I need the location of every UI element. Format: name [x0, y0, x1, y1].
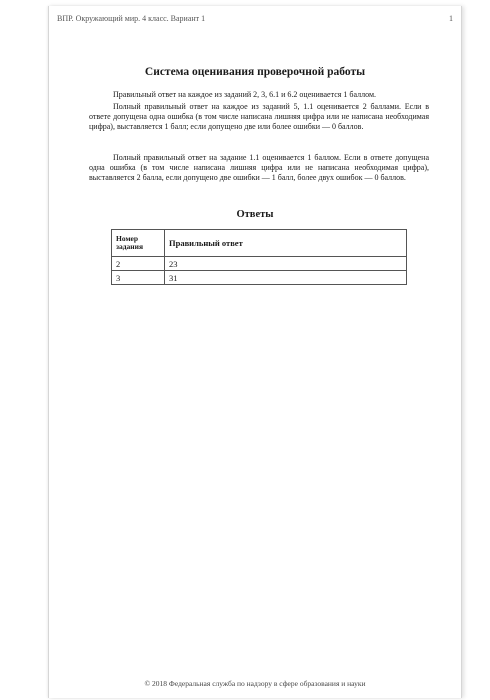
column-header-number: Номер задания [112, 230, 165, 257]
answers-heading: Ответы [236, 209, 274, 220]
paragraph-3: Полный правильный ответ на задание 1.1 оценивается 1 баллом. Если в ответе допущена одна ошибка (в том числе написана лишняя цифра или не написана необходимая цифра), выставляется 2 балла, если допущено две ошибки — 1 балл, более двух ошибок — 0 баллов. [89, 153, 429, 182]
document-page [48, 6, 462, 698]
task-number-cell: 2 [112, 257, 165, 271]
task-number-cell: 3 [112, 271, 165, 285]
page-number: 1 [449, 14, 453, 23]
answers-table [111, 229, 407, 285]
table-header-row [112, 230, 407, 257]
column-header-answer: Правильный ответ [165, 230, 407, 257]
table-row [112, 257, 407, 271]
page-header: ВПР. Окружающий мир. 4 класс. Вариант 1 [57, 14, 206, 23]
paragraph-1: Правильный ответ на каждое из заданий 2, 3, 6.1 и 6.2 оценивается 1 баллом. [113, 90, 377, 99]
page-title: Система оценивания проверочной работы [144, 66, 366, 78]
table-row [112, 271, 407, 285]
page-footer: © 2018 Федеральная служба по надзору в сфере образования и науки [144, 679, 366, 688]
paragraph-2: Полный правильный ответ на каждое из заданий 5, 1.1 оценивается 2 баллами. Если в ответе допущена одна ошибка (в том числе написана лишняя цифра или не написана необходимая цифра), выставляется 1 балл; если допущено две или более ошибки — 0 баллов. [89, 102, 429, 131]
answer-cell: 31 [165, 271, 407, 285]
answer-cell: 23 [165, 257, 407, 271]
